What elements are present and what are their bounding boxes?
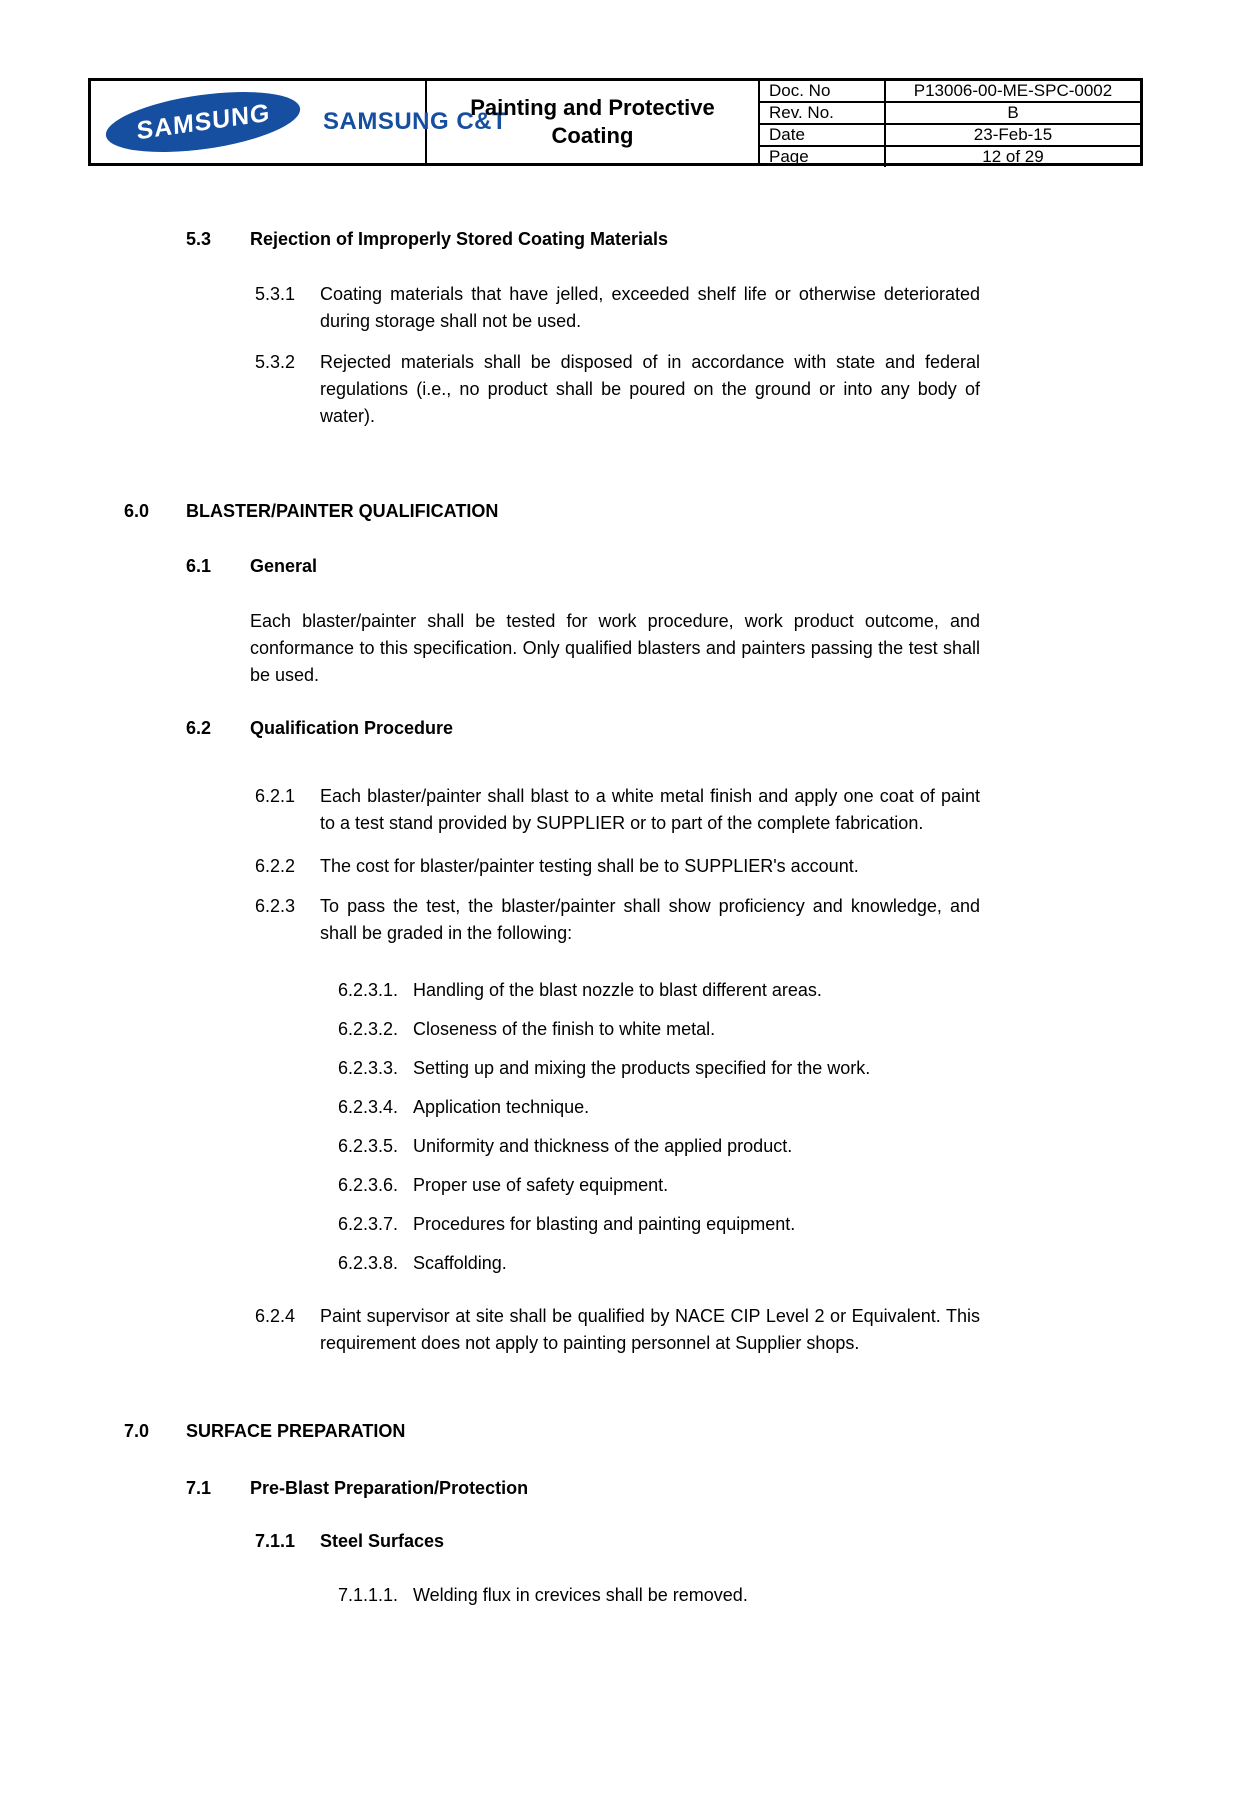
section-7-1-heading (0, 1475, 1241, 1502)
document-body (0, 163, 1241, 1609)
list-item-6-2-3-7 (0, 1211, 1241, 1238)
rev-no-value: B (1007, 103, 1019, 122)
clause-6-2-1 (0, 783, 1241, 837)
section-title: Pre-Blast Preparation/Protection (250, 1478, 529, 1498)
clause-number: 6.1 (186, 556, 212, 576)
clause-6-2-3 (0, 893, 1241, 947)
section-title: General (250, 556, 318, 576)
document-title-cell (427, 81, 760, 163)
section-6-0-heading (0, 498, 1241, 525)
list-item-6-2-3-5 (0, 1133, 1241, 1160)
clause-number: 6.2.3.1. (338, 980, 399, 1000)
clause-number: 6.2 (186, 718, 212, 738)
info-row-date (760, 125, 1140, 147)
list-item-6-2-3-8 (0, 1250, 1241, 1277)
list-item-6-2-3-6 (0, 1172, 1241, 1199)
section-title: BLASTER/PAINTER QUALIFICATION (186, 501, 499, 521)
document-header (88, 78, 1143, 166)
paragraph-text: Each blaster/painter shall be tested for work procedure, work product outcome, and conformance to this specification. Only qualified blasters and painters passing the test shall be used. (250, 611, 980, 685)
list-item-6-2-3-2 (0, 1016, 1241, 1043)
date-value: 23-Feb-15 (973, 125, 1053, 144)
clause-text: The cost for blaster/painter testing shall be to SUPPLIER's account. (320, 856, 859, 876)
info-row-rev-no (760, 103, 1140, 125)
info-row-doc-no (760, 81, 1140, 103)
clause-number: 5.3.1 (255, 284, 296, 304)
clause-number: 6.2.3.5. (338, 1136, 399, 1156)
section-title: SURFACE PREPARATION (186, 1421, 406, 1441)
clause-number: 6.2.3.7. (338, 1214, 399, 1234)
list-item-6-2-3-4 (0, 1094, 1241, 1121)
section-5-3-heading (0, 226, 1241, 253)
clause-number: 5.3 (186, 229, 212, 249)
clause-text: Rejected materials shall be disposed of in accordance with state and federal regulations (i.e., no product shall be poured on the ground or into any body of water). (320, 352, 980, 426)
section-title: Rejection of Improperly Stored Coating Materials (250, 229, 669, 249)
clause-text: Coating materials that have jelled, exceeded shelf life or otherwise deteriorated during storage shall not be used. (320, 284, 980, 331)
clause-text: Each blaster/painter shall blast to a white metal finish and apply one coat of paint to a test stand provided by SUPPLIER or to part of the complete fabrication. (320, 786, 980, 833)
clause-text: Closeness of the finish to white metal. (413, 1019, 716, 1039)
section-6-1-heading (0, 553, 1241, 580)
section-title: Qualification Procedure (250, 718, 454, 738)
paragraph-6-1 (0, 608, 1241, 689)
samsung-logo-text: SAMSUNG (135, 98, 271, 145)
section-7-1-1-heading (0, 1528, 1241, 1555)
section-6-2-heading (0, 715, 1241, 742)
clause-number: 6.2.3.6. (338, 1175, 399, 1195)
clause-text: Setting up and mixing the products specified for the work. (413, 1058, 871, 1078)
clause-number: 7.1.1.1. (338, 1585, 399, 1605)
samsung-logo-icon (102, 82, 304, 163)
clause-text: Application technique. (413, 1097, 590, 1117)
logo-cell (91, 81, 508, 163)
clause-text: To pass the test, the blaster/painter shall show proficiency and knowledge, and shall be graded in the following: (320, 896, 980, 943)
clause-text: Uniformity and thickness of the applied product. (413, 1136, 793, 1156)
clause-number: 6.2.3.3. (338, 1058, 399, 1078)
doc-no-label: Doc. No (760, 81, 886, 101)
clause-number: 6.2.1 (255, 786, 296, 806)
rev-no-label: Rev. No. (760, 103, 886, 123)
clause-number: 7.0 (124, 1421, 150, 1441)
clause-text: Paint supervisor at site shall be qualified by NACE CIP Level 2 or Equivalent. This requirement does not apply to painting personnel at Supplier shops. (320, 1306, 980, 1353)
date-label: Date (760, 125, 886, 145)
page-value: 12 of 29 (982, 147, 1044, 166)
clause-6-2-2 (0, 853, 1241, 880)
clause-number: 6.2.3.8. (338, 1253, 399, 1273)
document-info-table (760, 81, 1140, 166)
document-title: Painting and Protective Coating (470, 95, 715, 148)
clause-number: 6.2.3.4. (338, 1097, 399, 1117)
clause-number: 7.1 (186, 1478, 212, 1498)
clause-text: Proper use of safety equipment. (413, 1175, 669, 1195)
clause-number: 6.2.3.2. (338, 1019, 399, 1039)
clause-number: 6.2.2 (255, 856, 296, 876)
section-title: Steel Surfaces (320, 1531, 445, 1551)
company-name: SAMSUNG C&T (323, 108, 508, 135)
clause-number: 5.3.2 (255, 352, 296, 372)
section-7-0-heading (0, 1418, 1241, 1445)
list-item-6-2-3-1 (0, 977, 1241, 1004)
page-label: Page (760, 147, 886, 167)
clause-number: 6.0 (124, 501, 150, 521)
clause-6-2-4 (0, 1303, 1241, 1357)
clause-number: 7.1.1 (255, 1531, 296, 1551)
clause-5-3-1 (0, 281, 1241, 335)
doc-no-value: P13006-00-ME-SPC-0002 (913, 81, 1113, 100)
clause-text: Procedures for blasting and painting equipment. (413, 1214, 796, 1234)
clause-text: Handling of the blast nozzle to blast different areas. (413, 980, 822, 1000)
list-item-6-2-3-3 (0, 1055, 1241, 1082)
clause-number: 6.2.3 (255, 896, 296, 916)
clause-5-3-2 (0, 349, 1241, 430)
clause-number: 6.2.4 (255, 1306, 296, 1326)
list-item-7-1-1-1 (0, 1582, 1241, 1609)
clause-text: Scaffolding. (413, 1253, 507, 1273)
clause-text: Welding flux in crevices shall be removed. (413, 1585, 748, 1605)
